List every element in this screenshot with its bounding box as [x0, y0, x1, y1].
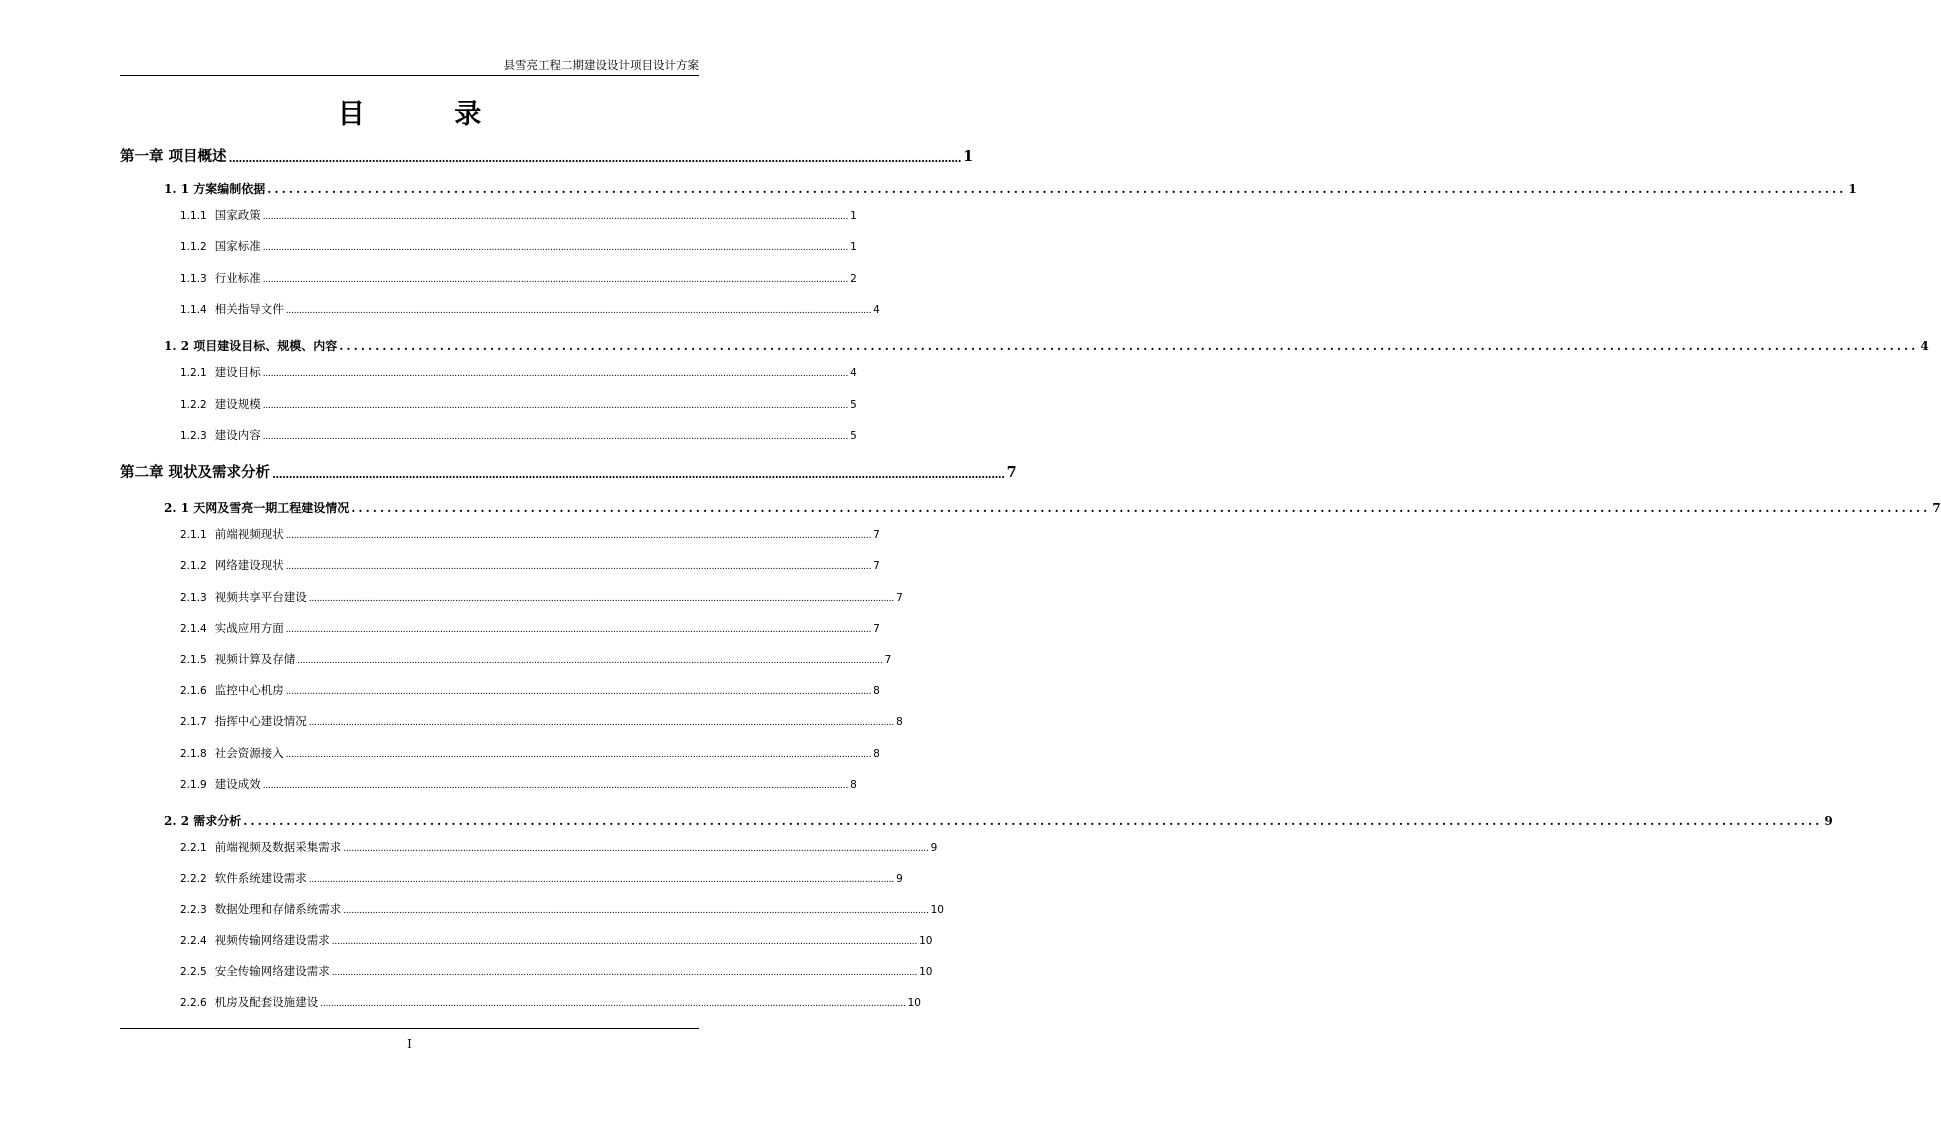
toc-entry-sub[interactable] — [180, 932, 933, 950]
toc-entry-label — [180, 300, 284, 319]
toc-entry-label — [180, 744, 284, 763]
toc-leader-dots: ............................................................................................................................................................................................................................ — [320, 999, 906, 1009]
toc-leader-dots: ............................................................................................................................................................................................................................ — [351, 501, 1931, 515]
toc-entry-text: 建设目标 — [214, 365, 261, 379]
toc-entry-number: 2.2.1 — [180, 842, 207, 854]
toc-entry-sub[interactable] — [180, 994, 921, 1012]
toc-page-number: 1 — [963, 148, 974, 165]
toc-entry-sub[interactable] — [180, 526, 880, 544]
toc-leader-dots: ............................................................................................................................................................................................................................ — [331, 968, 918, 978]
toc-entry-label — [180, 206, 261, 225]
toc-entry-sub[interactable] — [180, 207, 857, 225]
toc-leader-dots: ............................................................................................................................................................................................................................ — [243, 814, 1823, 828]
toc-entry-text: 监控中心机房 — [214, 683, 284, 697]
toc-entry-sub[interactable] — [180, 238, 857, 256]
toc-leader-dots: ............................................................................................................................................................................................................................ — [308, 594, 895, 604]
toc-entry-text: 实战应用方面 — [214, 621, 284, 635]
toc-page-number: 7 — [1932, 501, 1941, 515]
toc-entry-number: 2.2.2 — [180, 873, 207, 885]
toc-entry-label — [180, 775, 261, 794]
toc-entry-chapter[interactable] — [120, 462, 1017, 484]
toc-entry-label — [180, 681, 284, 700]
toc-entry-number: 2.1.6 — [180, 685, 207, 697]
toc-entry-label — [180, 556, 284, 575]
toc-leader-dots: ............................................................................................................................................................................................................................ — [272, 468, 1005, 481]
toc-entry-label — [180, 650, 295, 669]
toc-entry-sub[interactable] — [180, 870, 903, 888]
toc-entry-number: 2.1.3 — [180, 592, 207, 604]
toc-page-number: 10 — [907, 997, 921, 1009]
toc-entry-number: 2.1.8 — [180, 748, 207, 760]
toc-leader-dots: ............................................................................................................................................................................................................................ — [262, 275, 849, 285]
toc-entry-section[interactable] — [164, 336, 1929, 356]
toc-entry-sub[interactable] — [180, 427, 857, 445]
toc-entry-text: 社会资源接入 — [214, 746, 284, 760]
toc-entry-section[interactable] — [164, 498, 1941, 518]
toc-leader-dots: ............................................................................................................................................................................................................................ — [262, 781, 849, 791]
toc-entry-label — [180, 712, 307, 731]
toc-entry-text: 安全传输网络建设需求 — [214, 964, 330, 978]
toc-page-number: 1 — [850, 241, 857, 253]
toc-entry-number: 1.1.4 — [180, 304, 207, 316]
toc-page-number: 4 — [1920, 339, 1929, 353]
toc-entry-label: 2. 1 天网及雪亮一期工程建设情况 — [164, 501, 350, 515]
toc-entry-label — [180, 993, 318, 1012]
toc-page-number: 8 — [873, 748, 880, 760]
toc-leader-dots: ............................................................................................................................................................................................................................ — [262, 432, 849, 442]
toc-page-number: 1 — [1848, 182, 1857, 196]
toc-entry-label — [180, 869, 307, 888]
toc-leader-dots: ............................................................................................................................................................................................................................ — [285, 562, 872, 572]
toc-entry-sub[interactable] — [180, 839, 938, 857]
toc-leader-dots: ............................................................................................................................................................................................................................ — [262, 369, 849, 379]
toc-entry-label — [180, 900, 341, 919]
toc-entry-text: 指挥中心建设情况 — [214, 714, 307, 728]
toc-page-number: 1 — [850, 210, 857, 222]
toc-page-number: 2 — [850, 273, 857, 285]
toc-page-number: 5 — [850, 430, 857, 442]
toc-entry-label — [180, 931, 330, 950]
toc-entry-label — [180, 838, 341, 857]
toc-entry-text: 建设规模 — [214, 397, 261, 411]
toc-entry-sub[interactable] — [180, 301, 880, 319]
toc-entry-section[interactable] — [164, 179, 1857, 199]
toc-entry-sub[interactable] — [180, 713, 903, 731]
toc-leader-dots: ............................................................................................................................................................................................................................ — [285, 306, 872, 316]
toc-page-number: 8 — [873, 685, 880, 697]
toc-page-number: 9 — [930, 842, 938, 854]
toc-page-number: 7 — [873, 560, 880, 572]
toc-leader-dots: ............................................................................................................................................................................................................................ — [285, 625, 872, 635]
toc-leader-dots: ............................................................................................................................................................................................................................ — [339, 339, 1919, 353]
toc-page-number: 10 — [919, 935, 933, 947]
toc-entry-text: 国家政策 — [214, 208, 261, 222]
toc-entry-number: 1.2.1 — [180, 367, 207, 379]
toc-entry-section[interactable] — [164, 811, 1833, 831]
toc-entry-text: 前端视频及数据采集需求 — [214, 840, 342, 854]
toc-page-number: 7 — [884, 654, 892, 666]
toc-entry-number: 2.2.6 — [180, 997, 207, 1009]
toc-entry-number: 2.1.4 — [180, 623, 207, 635]
toc-entry-number: 2.1.9 — [180, 779, 207, 791]
toc-entry-sub[interactable] — [180, 364, 857, 382]
toc-entry-text: 相关指导文件 — [214, 302, 284, 316]
toc-entry-text: 国家标准 — [214, 239, 261, 253]
toc-entry-text: 视频计算及存储 — [214, 652, 296, 666]
toc-page-number: 7 — [896, 592, 903, 604]
toc-entry-number: 1.2.3 — [180, 430, 207, 442]
toc-page-number: 7 — [873, 529, 880, 541]
toc-entry-sub[interactable] — [180, 682, 880, 700]
toc-leader-dots: ............................................................................................................................................................................................................................ — [228, 152, 962, 165]
toc-leader-dots: ............................................................................................................................................................................................................................ — [343, 906, 929, 916]
toc-page-number: 10 — [919, 966, 933, 978]
toc-leader-dots: ............................................................................................................................................................................................................................ — [285, 531, 872, 541]
toc-entry-sub[interactable] — [180, 745, 880, 763]
toc-entry-label — [180, 619, 284, 638]
toc-entry-text: 建设内容 — [214, 428, 261, 442]
toc-entry-label: 1. 1 方案编制依据 — [164, 182, 266, 196]
toc-entry-text: 视频传输网络建设需求 — [214, 933, 330, 947]
toc-entry-text: 前端视频现状 — [214, 527, 284, 541]
toc-entry-text: 软件系统建设需求 — [214, 871, 307, 885]
toc-entry-number: 1.1.1 — [180, 210, 207, 222]
toc-entry-number: 2.2.5 — [180, 966, 207, 978]
toc-entry-label — [180, 525, 284, 544]
toc-entry-label — [180, 588, 307, 607]
running-header: 县雪亮工程二期建设设计项目设计方案 — [503, 58, 699, 72]
toc-entry-number: 1.1.2 — [180, 241, 207, 253]
toc-page-number: 9 — [1824, 814, 1833, 828]
toc-entry-label: 第二章 现状及需求分析 — [120, 464, 271, 481]
toc-entry-chapter[interactable] — [120, 146, 974, 168]
toc-leader-dots: ............................................................................................................................................................................................................................ — [262, 243, 849, 253]
toc-entry-sub[interactable] — [180, 557, 880, 575]
toc-entry-number: 1.2.2 — [180, 399, 207, 411]
toc-page-number: 8 — [850, 779, 857, 791]
toc-entry-number: 2.1.1 — [180, 529, 207, 541]
toc-entry-text: 网络建设现状 — [214, 558, 284, 572]
toc-entry-sub[interactable] — [180, 589, 903, 607]
toc-leader-dots: ............................................................................................................................................................................................................................ — [285, 687, 872, 697]
toc-entry-text: 建设成效 — [214, 777, 261, 791]
toc-entry-label — [180, 363, 261, 382]
toc-entry-sub[interactable] — [180, 396, 857, 414]
toc-leader-dots: ............................................................................................................................................................................................................................ — [343, 844, 929, 854]
toc-leader-dots: ............................................................................................................................................................................................................................ — [285, 750, 872, 760]
toc-entry-number: 2.2.4 — [180, 935, 207, 947]
toc-entry-number: 2.1.2 — [180, 560, 207, 572]
toc-leader-dots: ............................................................................................................................................................................................................................ — [267, 182, 1847, 196]
toc-entry-sub[interactable] — [180, 901, 944, 919]
toc-entry-number: 2.2.3 — [180, 904, 207, 916]
toc-entry-number: 2.1.7 — [180, 716, 207, 728]
toc-entry-label — [180, 962, 330, 981]
toc-entry-sub[interactable] — [180, 776, 857, 794]
toc-entry-number: 2.1.5 — [180, 654, 207, 666]
toc-entry-text: 机房及配套设施建设 — [214, 995, 319, 1009]
toc-entry-label — [180, 237, 261, 256]
toc-leader-dots: ............................................................................................................................................................................................................................ — [331, 937, 918, 947]
toc-page-number: 4 — [850, 367, 857, 379]
toc-page-number: 10 — [930, 904, 944, 916]
toc-entry-label — [180, 395, 261, 414]
toc-page-number: 8 — [896, 716, 903, 728]
toc-title: 目 录 — [337, 99, 522, 130]
footer-rule — [120, 1028, 699, 1029]
toc-leader-dots: ............................................................................................................................................................................................................................ — [297, 656, 883, 666]
toc-entry-label: 1. 2 项目建设目标、规模、内容 — [164, 339, 338, 353]
toc-entry-text: 行业标准 — [214, 271, 261, 285]
toc-entry-label — [180, 426, 261, 445]
toc-leader-dots: ............................................................................................................................................................................................................................ — [262, 401, 849, 411]
toc-page-number: 4 — [873, 304, 880, 316]
toc-entry-label: 第一章 项目概述 — [120, 148, 227, 165]
toc-page-number: 7 — [873, 623, 880, 635]
toc-leader-dots: ............................................................................................................................................................................................................................ — [308, 718, 895, 728]
toc-entry-label — [180, 269, 261, 288]
page-number: I — [407, 1037, 412, 1051]
toc-leader-dots: ............................................................................................................................................................................................................................ — [262, 212, 849, 222]
toc-page-number: 5 — [850, 399, 857, 411]
toc-leader-dots: ............................................................................................................................................................................................................................ — [308, 875, 895, 885]
toc-page-number: 9 — [896, 873, 903, 885]
toc-entry-sub[interactable] — [180, 620, 880, 638]
toc-entry-sub[interactable] — [180, 651, 892, 669]
toc-entry-text: 视频共享平台建设 — [214, 590, 307, 604]
toc-entry-text: 数据处理和存储系统需求 — [214, 902, 342, 916]
toc-entry-sub[interactable] — [180, 963, 933, 981]
toc-page-number: 7 — [1006, 464, 1017, 481]
toc-entry-number: 1.1.3 — [180, 273, 207, 285]
toc-entry-sub[interactable] — [180, 270, 857, 288]
toc-entry-label: 2. 2 需求分析 — [164, 814, 242, 828]
